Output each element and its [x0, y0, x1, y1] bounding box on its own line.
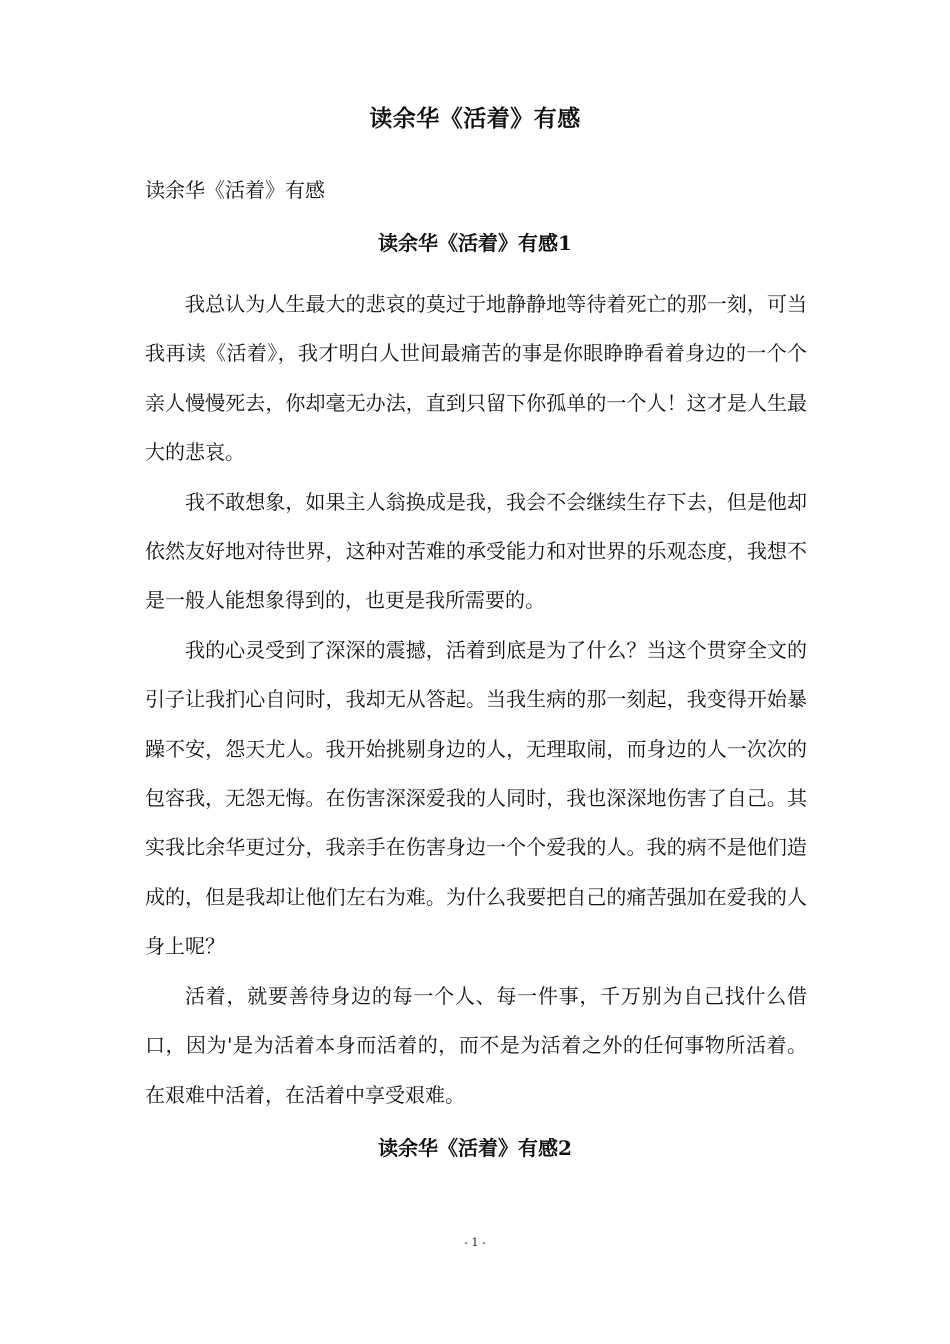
paragraph-4: 活着，就要善待身边的每一个人、每一件事，千万别为自己找什么借口，因为'是为活着本身而活着的，而不是为活着之外的任何事物所活着。在艰难中活着，在活着中享受艰难。: [145, 983, 807, 1107]
section-heading-1: 读余华《活着》有感1: [378, 231, 572, 255]
page-number: - 1 -: [464, 1236, 486, 1249]
section-heading-2: 读余华《活着》有感2: [378, 1136, 572, 1160]
paragraph-1: 我总认为人生最大的悲哀的莫过于地静静地等待着死亡的那一刻，可当我再读《活着》，我才明白人世间最痛苦的事是你眼睁睁看着身边的一个个亲人慢慢死去，你却毫无办法，直到只留下你孤单的一个人！这才是人生最大的悲哀。: [145, 292, 807, 465]
paragraph-2: 我不敢想象，如果主人翁换成是我，我会不会继续生存下去，但是他却依然友好地对待世界，这种对苦难的承受能力和对世界的乐观态度，我想不是一般人能想象得到的，也更是我所需要的。: [145, 489, 807, 613]
paragraph-3: 我的心灵受到了深深的震撼，活着到底是为了什么？当这个贯穿全文的引子让我扪心自问时，我却无从答起。当我生病的那一刻起，我变得开始暴躁不安，怨天尤人。我开始挑剔身边的人，无理取闹，而身边的人一次次的包容我，无怨无悔。在伤害深深爱我的人同时，我也深深地伤害了自己。其实我比余华更过分，我亲手在伤害身边一个个爱我的人。我的病不是他们造成的，但是我却让他们左右为难。为什么我要把自己的痛苦强加在爱我的人身上呢？: [145, 637, 807, 959]
section-1-body: [145, 280, 807, 1120]
page-title: 读余华《活着》有感: [369, 105, 581, 132]
document-subtitle: 读余华《活着》有感: [145, 178, 325, 202]
